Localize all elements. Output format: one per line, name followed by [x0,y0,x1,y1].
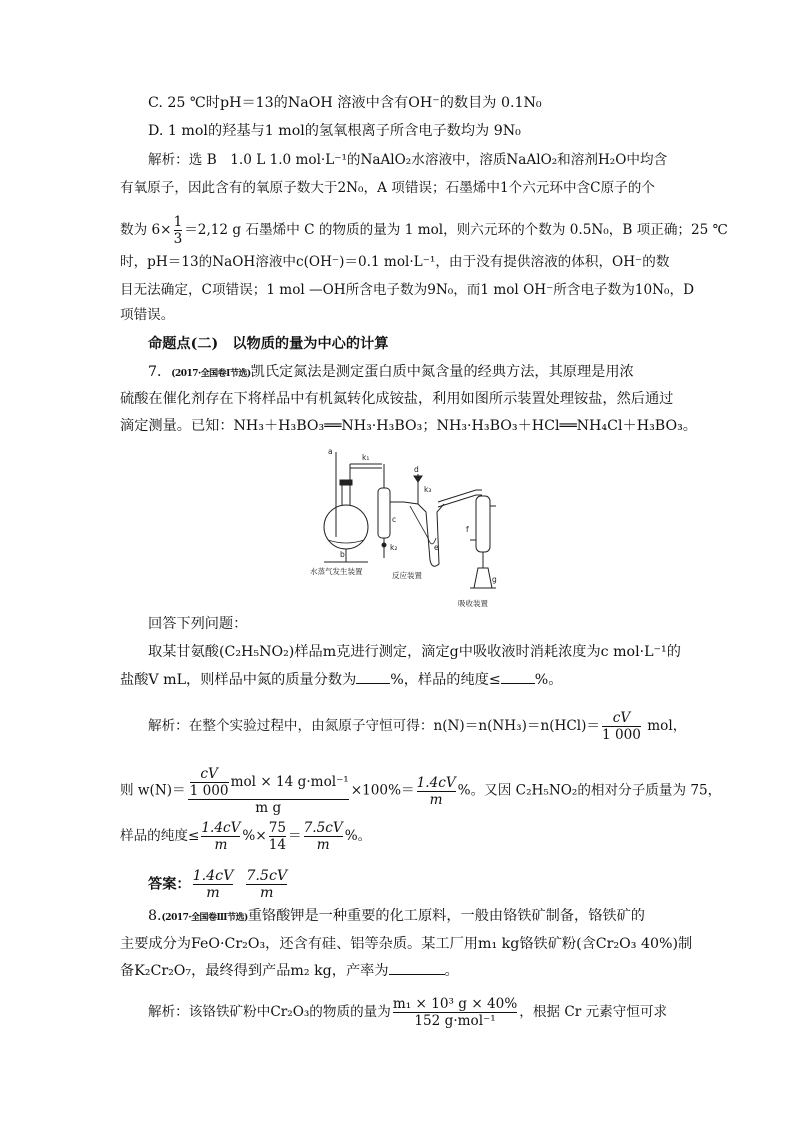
big-numerator-rest: mol × 14 g·mol⁻¹ [230,774,349,790]
label-a: a [328,447,333,456]
q7-sub-l2-end: %。 [534,672,563,688]
label-d: d [414,465,419,474]
option-c: C. 25 ℃时pH＝13的NaOH 溶液中含有OH⁻的数目为 0.1N₀ [148,95,542,111]
big-numerator [188,766,349,799]
fraction-denominator: m [417,791,456,808]
q7-source: (2017·全国卷Ⅰ节选) [171,369,251,379]
label-c: c [392,515,397,524]
purity-fraction-1 [201,820,240,853]
label-e: e [434,543,439,552]
exp8-start: 解析：该铬铁矿粉中Cr₂O₃的物质的量为 [148,1004,391,1020]
fraction-numerator: 1.4cV [201,820,241,836]
mass-fraction-big [188,766,349,816]
exp7-l2-start: 则 w(N)＝ [120,782,186,799]
kjeldahl-apparatus-figure [306,442,496,612]
label-g: g [492,575,497,584]
answer-blank-1 [356,683,390,684]
fraction-numerator: 1 [173,214,183,230]
explanation-1-line-1: 解析：选 B 1.0 L 1.0 mol·L⁻¹的NaAlO₂水溶液中，溶质NaAlO₂和溶剂H₂O中均含 [148,152,668,168]
fraction-denominator: 3 [173,231,183,247]
purity-fraction-2 [304,820,343,853]
explanation-1-line-6: 项错误。 [120,307,175,323]
fraction-denominator: m [201,836,240,853]
q8-source: (2017·全国卷Ⅲ节选) [161,913,248,923]
fraction-numerator: cV [612,710,631,726]
inner-fraction [190,766,229,799]
fraction-numerator: 1.4cV [192,868,234,884]
fraction-denominator: m [304,836,343,853]
q8-line-1 [148,906,645,928]
explanation-7-line-1 [148,710,686,743]
inner-denominator: 1 000 [189,783,229,799]
explanation-1-line-3 [120,214,728,247]
caption-reaction-apparatus: 反应装置 [392,571,422,580]
q7-sub-line-1: 取某甘氨酸(C₂H₅NO₂)样品m克进行测定，滴定g中吸收液时消耗浓度为c mol·L⁻¹的 [148,644,681,660]
exp7-l1-end: mol， [642,718,687,734]
fraction-numerator: 75 [268,820,287,836]
caption-absorption-apparatus: 吸收装置 [458,599,488,608]
result-fraction [417,775,456,808]
q8-line-3 [120,961,459,981]
molar-ratio-fraction [269,820,286,853]
fraction-denominator: m [193,884,234,901]
cv-over-1000 [602,710,641,743]
fraction-denominator: m [246,884,287,901]
exp7-l3-start: 样品的纯度≤ [120,828,200,844]
q8-text: 重铬酸钾是一种重要的化工原料，一般由铬铁矿制备，铬铁矿的 [247,908,645,924]
fraction-numerator: m₁ × 10³ g × 40% [392,996,518,1012]
exp7-l3-end: %。 [344,828,372,844]
exp1-l3-start: 数为 6× [120,222,172,238]
fraction-numerator: 1.4cV [416,774,456,791]
caption-steam-generator: 水蒸气发生装置 [310,567,363,576]
exp7-l2-mid: ×100%＝ [350,782,415,799]
q7-line-1 [148,362,634,384]
answer-fraction-1 [193,868,234,901]
q7-number: 7． [148,364,172,380]
exp7-l3-op1: %× [242,828,267,844]
fraction-numerator: 7.5cV [246,868,288,884]
label-f: f [466,525,469,534]
exp8-end: ，根据 Cr 元素守恒可求 [519,1004,668,1020]
answer-7 [148,868,289,901]
fraction-denominator: 14 [268,837,287,853]
answer-blank-yield [389,974,445,975]
label-k1: k₁ [362,453,370,462]
label-b: b [340,550,345,559]
answer-fraction-2 [246,868,287,901]
q7-text: 凯氏定氮法是测定蛋白质中氮含量的经典方法，其原理是用浓 [250,364,634,380]
q8-l3-end: 。 [444,963,459,979]
q8-number: 8. [148,908,162,924]
q7-line-3: 滴定测量。已知：NH₃＋H₃BO₃══NH₃·H₃BO₃；NH₃·H₃BO₃＋HCl══NH₄Cl＋H₃BO₃。 [120,418,697,434]
fraction-denominator: 1 000 [602,727,641,743]
answer-label: 答案： [148,876,191,893]
explanation-7-line-3 [120,820,371,853]
one-third-fraction [174,214,183,247]
exp7-l2-end: %。又因 C₂H₅NO₂的相对分子质量为 75， [457,782,722,799]
answer-prompt: 回答下列问题： [148,616,248,632]
label-k3: k₃ [424,485,432,494]
inner-numerator: cV [200,766,218,782]
explanation-8-line-1 [148,996,667,1029]
fraction-numerator: 7.5cV [303,820,343,836]
q8-l3-start: 备K₂Cr₂O₇，最终得到产品m₂ kg，产率为 [120,963,389,979]
answer-blank-2 [501,683,535,684]
fraction-denominator: 152 g·mol⁻¹ [393,1012,517,1029]
explanation-7-line-2 [120,766,721,816]
q7-sub-l2-mid: %，样品的纯度≤ [390,672,501,688]
explanation-1-line-4: 时，pH＝13的NaOH溶液中c(OH⁻)＝0.1 mol·L⁻¹，由于没有提供溶液的体积，OH⁻的数 [120,254,670,270]
exp7-l1-start: 解析：在整个实验过程中，由氮原子守恒可得：n(N)＝n(NH₃)＝n(HCl)＝ [148,718,601,734]
exp1-l3-end: ＝2,12 g 石墨烯中 C 的物质的量为 1 mol，则六元环的个数为 0.5N₀，B 项正确；25 ℃ [184,222,728,238]
q8-line-2: 主要成分为FeO·Cr₂O₃，还含有硅、铝等杂质。某工厂用m₁ kg铬铁矿粉(含Cr₂O₃ 40%)制 [120,936,693,952]
explanation-1-line-2: 有氧原子，因此含有的氧原子数大于2N₀，A 项错误；石墨烯中1个六元环中含C原子的个 [120,180,655,196]
explanation-1-line-5: 目无法确定，C项错误；1 mol —OH所含电子数为9N₀，而1 mol OH⁻所含电子数为10N₀，D [120,282,694,298]
section-heading: 命题点(二) 以物质的量为中心的计算 [148,336,389,352]
exp7-l3-op2: ＝ [288,828,302,844]
q7-sub-l2-start: 盐酸V mL，则样品中氮的质量分数为 [120,672,357,688]
option-d: D. 1 mol的羟基与1 mol的氢氧根离子所含电子数均为 9N₀ [148,123,521,139]
cr2o3-moles-fraction [393,996,517,1029]
label-k2: k₂ [390,543,398,552]
q7-line-2: 硫酸在催化剂存在下将样品中有机氮转化成铵盐，利用如图所示装置处理铵盐，然后通过 [120,391,674,407]
big-denominator: m g [188,799,349,816]
q7-sub-line-2 [120,670,562,690]
